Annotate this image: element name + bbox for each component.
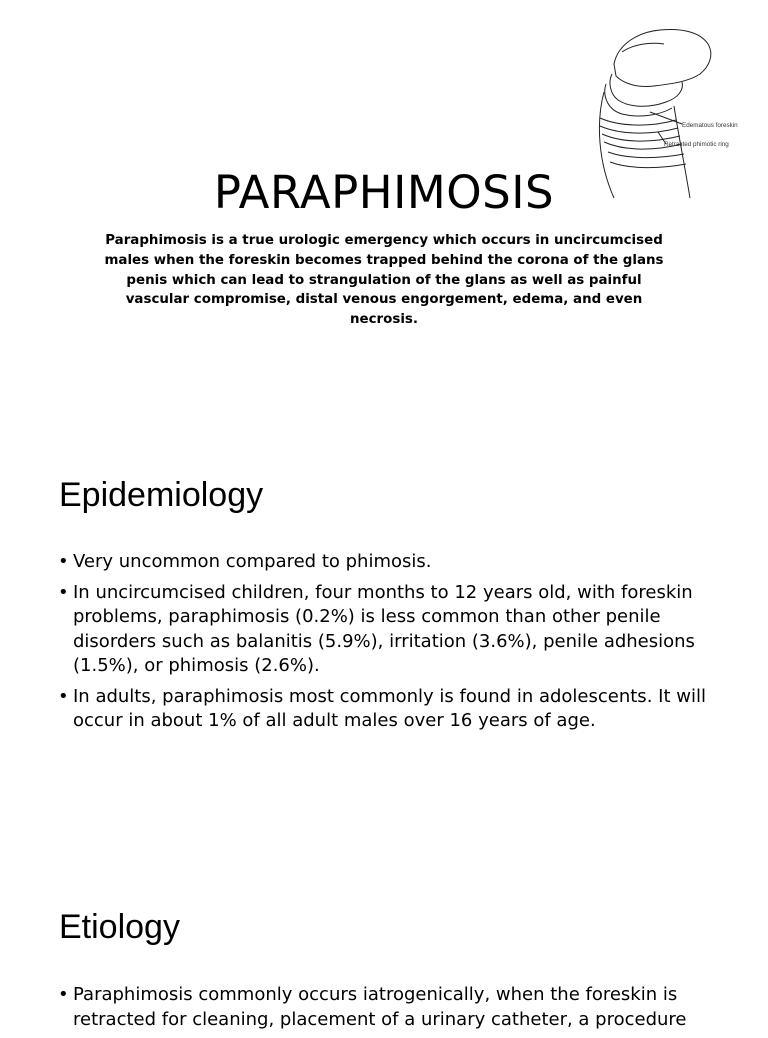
slide-paraphimosis: [0, 0, 768, 420]
etiology-heading: Etiology: [59, 908, 180, 946]
epidemiology-heading: Epidemiology: [59, 476, 264, 514]
bullet-item: • Very uncommon compared to phimosis.: [58, 550, 730, 575]
illustration-label-ring: Retracted phimotic ring: [664, 141, 729, 148]
bullet-item: • In uncircumcised children, four months to 12 years old, with foreskin problems, paraphimosis (0.2%) is less common than other penile disorders such as balanitis (5.9%), irritation (3.6%), penile adhesions (1.5%), or phimosis (2.6%).: [58, 581, 730, 679]
bullet-item: • In adults, paraphimosis most commonly is found in adolescents. It will occur in about 1% of all adult males over 16 years of age.: [58, 685, 730, 734]
epidemiology-bullet-list: [58, 550, 730, 740]
illustration-label-edematous: Edematous foreskin: [682, 122, 738, 129]
etiology-bullet-list: [58, 983, 730, 1038]
bullet-item: • Paraphimosis commonly occurs iatrogenically, when the foreskin is retracted for cleaning, placement of a urinary catheter, a procedure: [58, 983, 730, 1032]
slide-title: PARAPHIMOSIS: [213, 166, 555, 219]
intro-paragraph: Paraphimosis is a true urologic emergency which occurs in uncircumcised males when the foreskin becomes trapped behind the corona of the glans penis which can lead to strangulation of the glans as well as painful vascular compromise, distal venous engorgement, edema, and even necrosis.: [104, 233, 664, 328]
